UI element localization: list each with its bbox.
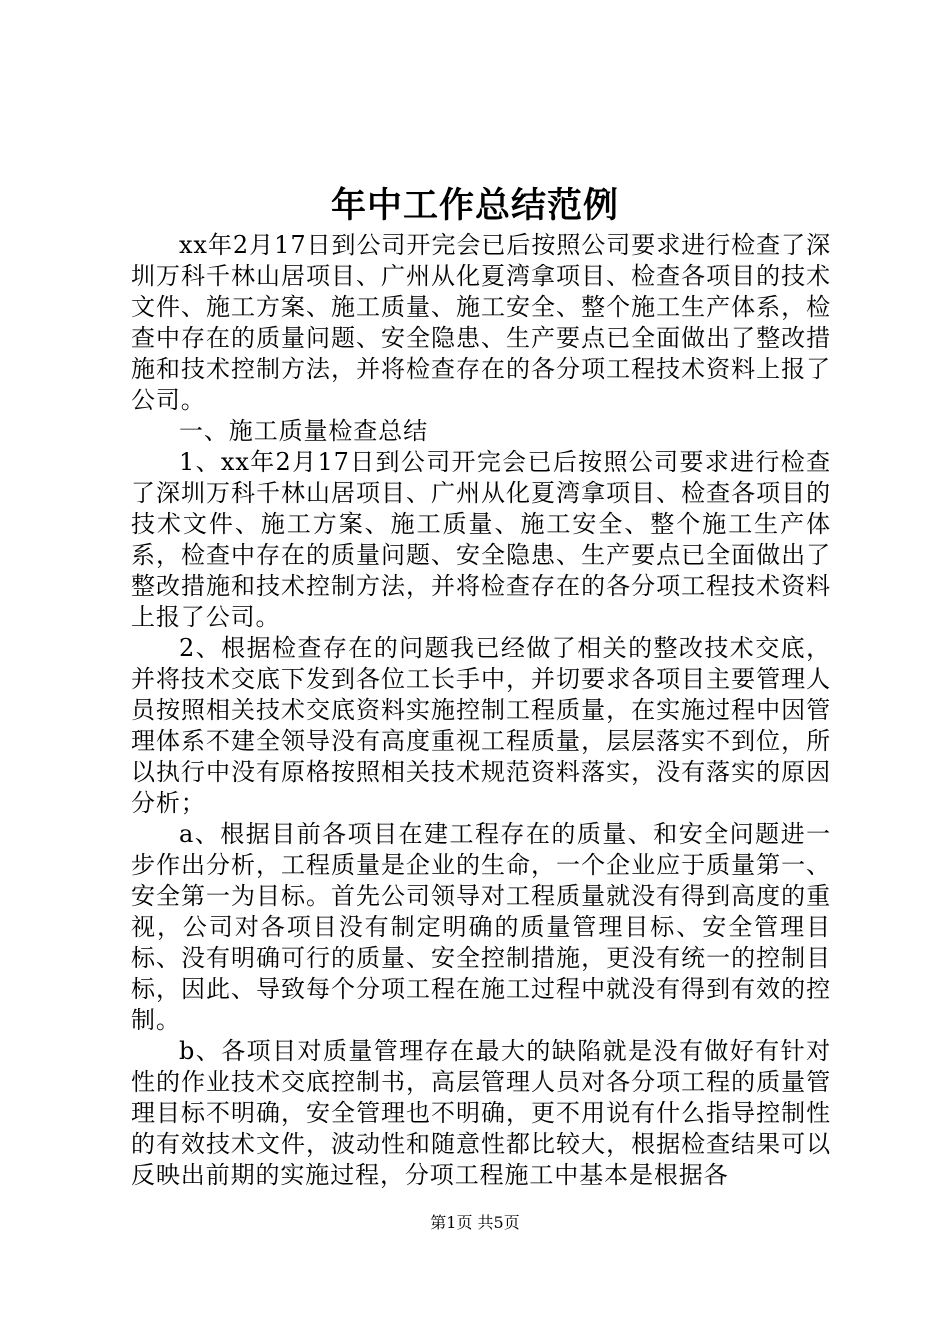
document-title: 年中工作总结范例 [330,185,619,226]
paragraph-item-a: a、根据目前各项目在建工程存在的质量、和安全问题进一步作出分析，工程质量是企业的生命，一个企业应于质量第一、安全第一为目标。首先公司领导对工程质量就没有得到高度的重视，公司对各项目没有制定明确的质量管理目标、安全管理目标、没有明确可行的质量、安全控制措施，更没有统一的控制目标，因此、导致每个分项工程在施工过程中就没有得到有效的控制。 [131,820,831,1034]
paragraph-intro: xx年2月17日到公司开完会已后按照公司要求进行检查了深圳万科千林山居项目、广州从化夏湾拿项目、检查各项目的技术文件、施工方案、施工质量、施工安全、整个施工生产体系，检查中存在的质量问题、安全隐患、生产要点已全面做出了整改措施和技术控制方法，并将检查存在的各分项工程技术资料上报了公司。 [131,231,831,414]
paragraph-item-b: b、各项目对质量管理存在最大的缺陷就是没有做好有针对性的作业技术交底控制书，高层管理人员对各分项工程的质量管理目标不明确，安全管理也不明确，更不用说有什么指导控制性的有效技术文件，波动性和随意性都比较大，根据检查结果可以反映出前期的实施过程，分项工程施工中基本是根据各 [131,1037,831,1189]
section-heading-quality: 一、施工质量检查总结 [179,417,428,445]
paragraph-item-1: 1、xx年2月17日到公司开完会已后按照公司要求进行检查了深圳万科千林山居项目、广州从化夏湾拿项目、检查各项目的技术文件、施工方案、施工质量、施工安全、整个施工生产体系，检查中存在的质量问题、安全隐患、生产要点已全面做出了整改措施和技术控制方法，并将检查存在的各分项工程技术资料上报了公司。 [131,448,831,631]
document-body [131,230,831,1191]
page-number-footer: 第1页 共5页 [430,1213,520,1232]
paragraph-item-2: 2、根据检查存在的问题我已经做了相关的整改技术交底，并将技术交底下发到各位工长手中，并切要求各项目主要管理人员按照相关技术交底资料实施控制工程质量，在实施过程中因管理体系不建全领导没有高度重视工程质量，层层落实不到位，所以执行中没有原格按照相关技术规范资料落实，没有落实的原因分析； [131,634,831,817]
